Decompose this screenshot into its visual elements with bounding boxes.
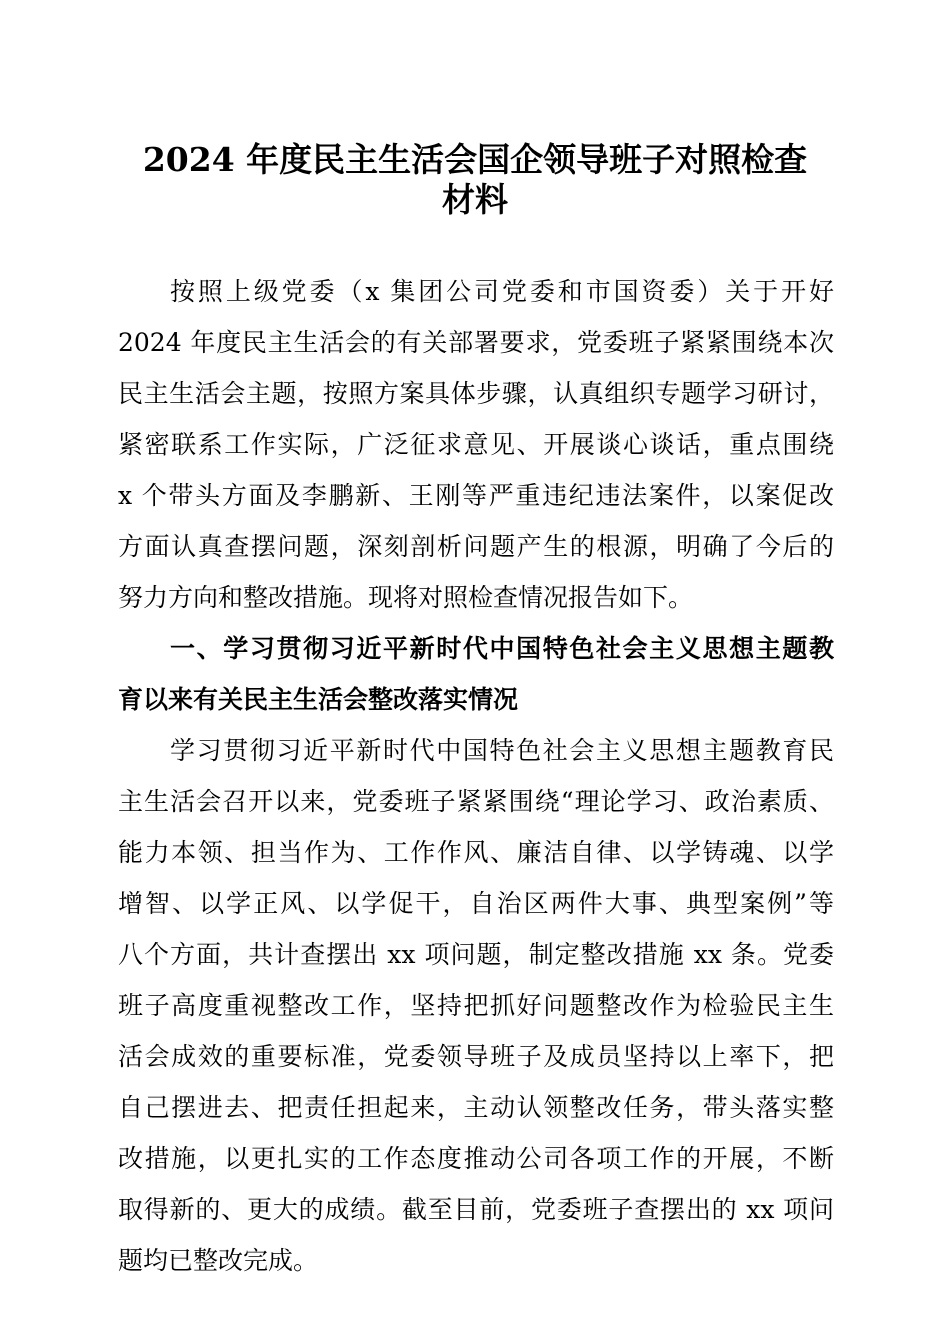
section-body-line: 增智、以学正风、以学促干，自治区两件大事、典型案例”等 — [118, 889, 834, 918]
section-body-line: 活会成效的重要标准，党委领导班子及成员坚持以上率下，把 — [118, 1042, 834, 1071]
section-body-line: 学习贯彻习近平新时代中国特色社会主义思想主题教育民 — [170, 736, 834, 765]
section-body-line: 班子高度重视整改工作，坚持把抓好问题整改作为检验民主生 — [118, 991, 834, 1020]
section-body-line: 自己摆进去、把责任担起来，主动认领整改任务，带头落实整 — [118, 1093, 834, 1122]
intro-line: 按照上级党委（x 集团公司党委和市国资委）关于开好 — [170, 277, 834, 306]
section-body-line: 八个方面，共计查摆出 xx 项问题，制定整改措施 xx 条。党委 — [118, 940, 834, 969]
section-body-line: 能力本领、担当作为、工作作风、廉洁自律、以学铸魂、以学 — [118, 838, 834, 867]
section-body-line: 取得新的、更大的成绩。截至目前，党委班子查摆出的 xx 项问 — [118, 1195, 834, 1224]
intro-line: 紧密联系工作实际，广泛征求意见、开展谈心谈话，重点围绕 — [118, 430, 834, 459]
section-body-line: 改措施，以更扎实的工作态度推动公司各项工作的开展，不断 — [118, 1144, 834, 1173]
section-heading-line: 一、学习贯彻习近平新时代中国特色社会主义思想主题教 — [170, 634, 834, 663]
title-line-2: 材料 — [442, 180, 508, 219]
intro-line: x 个带头方面及李鹏新、王刚等严重违纪违法案件，以案促改 — [118, 481, 834, 510]
section-heading-line: 育以来有关民主生活会整改落实情况 — [118, 685, 519, 714]
section-body-line: 题均已整改完成。 — [118, 1246, 319, 1275]
intro-line: 2024 年度民主生活会的有关部署要求，党委班子紧紧围绕本次 — [118, 328, 834, 357]
title-line-1: 2024 年度民主生活会国企领导班子对照检查 — [142, 140, 808, 179]
intro-line: 努力方向和整改措施。现将对照检查情况报告如下。 — [118, 583, 694, 612]
intro-line: 方面认真查摆问题，深刻剖析问题产生的根源，明确了今后的 — [118, 532, 834, 561]
document-title — [118, 140, 832, 220]
intro-line: 民主生活会主题，按照方案具体步骤，认真组织专题学习研讨， — [118, 379, 834, 408]
section-body-line: 主生活会召开以来，党委班子紧紧围绕“理论学习、政治素质、 — [118, 787, 834, 816]
